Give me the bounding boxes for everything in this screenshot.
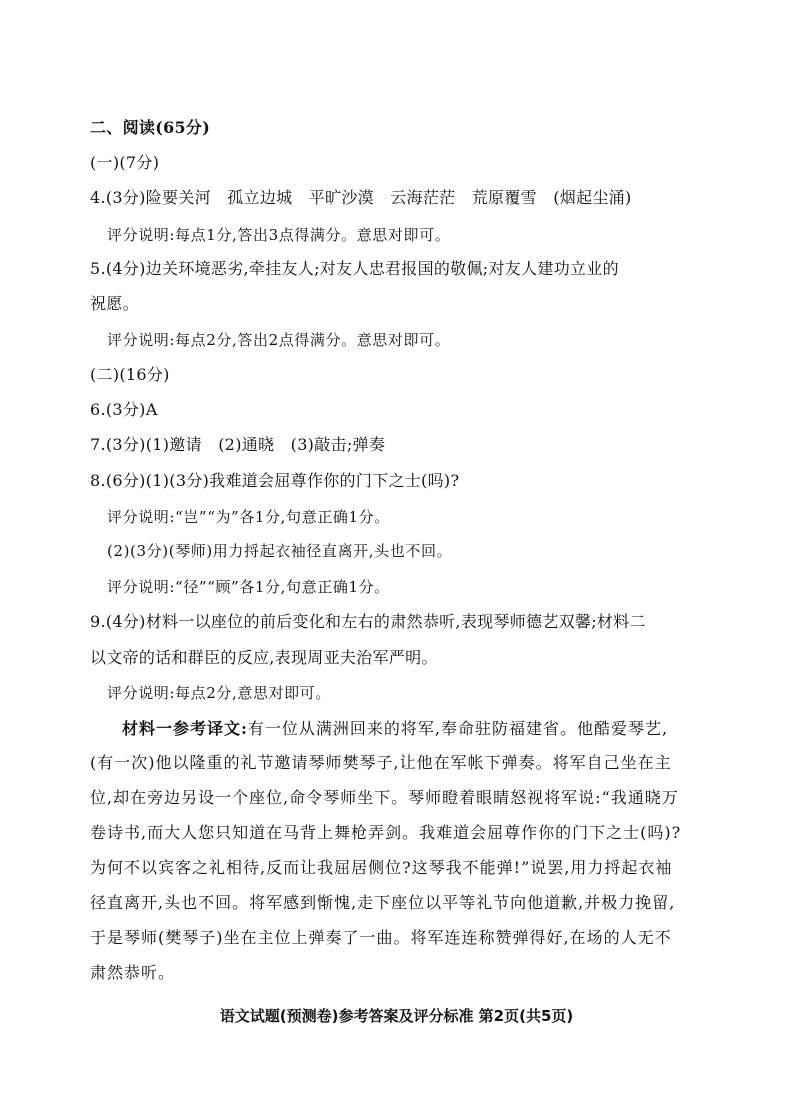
translation-line-6: 径直离开,头也不回。将军感到惭愧,走下座位以平等礼节向他道歉,并极力挽留, xyxy=(90,893,676,912)
q8-scoring-note-2: 评分说明:“径”“顾”各1分,句意正确1分。 xyxy=(107,578,390,596)
q7-answer: 7.(3分)(1)邀请 (2)通晓 (3)敲击;弹奏 xyxy=(90,435,386,454)
q8-answer-1: 8.(6分)(1)(3分)我难道会屈尊作你的门下之士(吗)? xyxy=(90,471,460,490)
translation-line-5: 为何不以宾客之礼相待,反而让我屈居侧位?这琴我不能弹!”说罢,用力捋起衣袖 xyxy=(90,858,673,877)
q4-scoring-note: 评分说明:每点1分,答出3点得满分。意思对即可。 xyxy=(107,226,451,244)
q5-answer-line2: 祝愿。 xyxy=(90,294,139,313)
q6-answer: 6.(3分)A xyxy=(90,400,158,419)
q8-answer-2: (2)(3分)(琴师)用力捋起衣袖径直离开,头也不回。 xyxy=(107,542,453,560)
part1-heading: (一)(7分) xyxy=(90,153,160,172)
translation-line-8: 肃然恭听。 xyxy=(90,963,176,982)
q5-answer-line1: 5.(4分)边关环境恶劣,牵挂友人;对友人忠君报国的敬佩;对友人建功立业的 xyxy=(90,259,619,278)
translation-line-4: 卷诗书,而大人您只知道在马背上舞枪弄剑。我难道会屈尊作你的门下之士(吗)? xyxy=(90,823,682,842)
q4-answer: 4.(3分)险要关河 孤立边城 平旷沙漠 云海茫茫 荒原覆雪 (烟起尘涌) xyxy=(90,188,632,207)
translation-line-7: 于是琴师(樊琴子)坐在主位上弹奏了一曲。将军连连称赞弹得好,在场的人无不 xyxy=(90,928,672,947)
translation-line-3: 位,却在旁边另设一个座位,命令琴师坐下。琴师瞪着眼睛怒视将军说:“我通晓万 xyxy=(90,788,679,807)
q5-scoring-note: 评分说明:每点2分,答出2点得满分。意思对即可。 xyxy=(107,331,451,349)
part2-heading: (二)(16分) xyxy=(90,365,170,384)
page-footer: 语文试题(预测卷)参考答案及评分标准 第2页(共5页) xyxy=(219,1007,574,1025)
translation-text: 有一位从满洲回来的将军,奉命驻防福建省。他酷爱琴艺, xyxy=(247,719,669,738)
translation-line-1 xyxy=(122,718,742,740)
section-title: 二、阅读(65分) xyxy=(90,118,211,137)
translation-label: 材料一参考译文: xyxy=(122,719,248,738)
translation-line-2: (有一次)他以隆重的礼节邀请琴师樊琴子,让他在军帐下弹奏。将军自己坐在主 xyxy=(90,753,672,772)
q8-scoring-note-1: 评分说明:“岂”“为”各1分,句意正确1分。 xyxy=(107,508,390,526)
q9-answer-line2: 以文帝的话和群臣的反应,表现周亚夫治军严明。 xyxy=(90,648,438,667)
q9-scoring-note: 评分说明:每点2分,意思对即可。 xyxy=(107,684,331,702)
q9-answer-line1: 9.(4分)材料一以座位的前后变化和左右的肃然恭听,表现琴师德艺双馨;材料二 xyxy=(90,612,646,631)
